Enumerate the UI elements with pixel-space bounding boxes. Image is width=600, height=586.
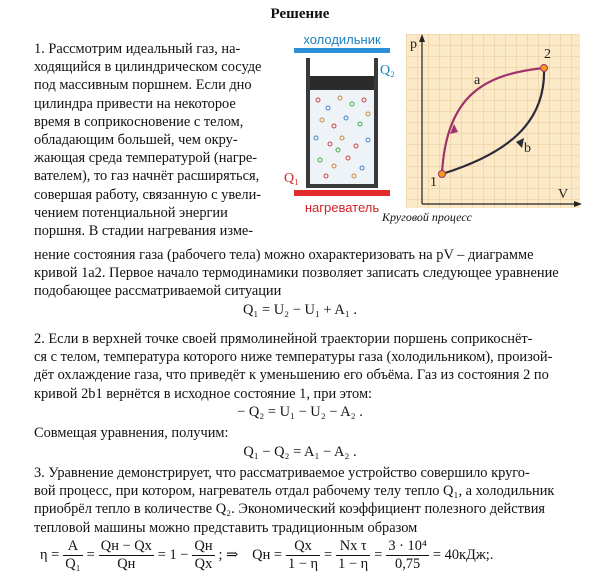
text-line: совершая работу, связанную с увели- xyxy=(34,186,262,203)
implies-sign: ; ⇒ xyxy=(218,547,239,563)
cooler-bar xyxy=(294,48,390,53)
equation-3: Q₁ − Q₂ = A₁ − A₂ . xyxy=(243,444,357,460)
text-line: кривой 2b1 вернётся в исходное состояние 1, при этом: xyxy=(34,385,373,402)
text-line: 1. Рассмотрим идеальный газ, на- xyxy=(34,41,241,57)
fraction-a-q1: $\frac{A}{\text{Q₁}}$ xyxy=(65,538,81,572)
page-title: Решение xyxy=(270,6,330,22)
efficiency-formula xyxy=(40,538,600,582)
text-line: нение состояния газа (рабочего тела) можно охарактеризовать на pV – диаграмме xyxy=(34,247,534,263)
cylinder-figure xyxy=(276,30,410,220)
heater-label: нагреватель xyxy=(304,200,380,215)
cooler-label: холодильник xyxy=(303,32,381,47)
point-2 xyxy=(541,65,548,72)
text-line: чением потенциальной энергии xyxy=(34,204,228,221)
text-line: вателем), то газ начнёт расширяться, xyxy=(34,168,260,185)
text-line: под массивным поршнем. Если дно xyxy=(34,77,252,94)
fraction-numeric: $\frac{\text{3 · 10⁴}}{0,75}$ xyxy=(388,538,427,572)
paragraph-2 xyxy=(34,330,580,403)
text-line: цилиндра привести на некоторое xyxy=(34,95,236,112)
point-1-label: 1 xyxy=(430,175,437,190)
text-line: обладающим большей, чем окру- xyxy=(34,132,238,149)
text-line: ходящийся в цилиндрическом сосуде xyxy=(34,59,262,76)
equation-2: − Q₂ = U₁ − U₂ − A₂ . xyxy=(237,404,363,420)
figure-caption: Круговой процесс xyxy=(382,210,472,224)
text-line: время в соприкосновение с телом, xyxy=(34,113,244,130)
gas-area xyxy=(310,90,374,184)
text-line: вой процесс, при котором, нагреватель отдал рабочему телу тепло Q₁, а холодильник xyxy=(34,483,555,500)
result-value: = 40кДж;. xyxy=(432,547,494,563)
text-line: приобрёл тепло в количестве Q₂. Экономический коэффициент полезного действия xyxy=(34,501,546,518)
cylinder-left-wall xyxy=(306,58,310,188)
text-line: дёт охлаждение газа, что приведёт к уменьшению его объёма. Газ из состояния 2 по xyxy=(34,367,549,384)
curve-b-label: b xyxy=(524,141,531,156)
fraction-qx-eta: $\frac{Qx}{1 - \eta}$ xyxy=(287,538,319,572)
equation-1: Q₁ = U₂ − U₁ + A₁ . xyxy=(243,302,357,318)
text-line: 3. Уравнение демонстрирует, что рассматриваемое устройство совершило круго- xyxy=(34,465,530,481)
qh-symbol: Qн = xyxy=(252,547,282,563)
cylinder-right-wall xyxy=(374,58,378,188)
point-2-label: 2 xyxy=(544,47,551,62)
curve-a-label: a xyxy=(474,73,481,88)
p-axis-label: p xyxy=(410,37,417,52)
text-line: поршня. В стадии нагревания изме- xyxy=(34,223,254,240)
paragraph-1 xyxy=(34,40,269,240)
one-minus: = 1 − xyxy=(157,547,189,563)
q1-label: Q₁ xyxy=(284,171,299,186)
point-1 xyxy=(439,171,446,178)
v-axis-label: V xyxy=(558,187,569,202)
fraction-qh-minus-qx: $\frac{Qн - Qx}{Qн}$ xyxy=(100,538,152,572)
equals-sign: = xyxy=(374,547,383,563)
pv-diagram xyxy=(406,34,582,210)
piston xyxy=(310,76,374,90)
eta-symbol: η = xyxy=(40,547,60,563)
text-line: 2. Если в верхней точке своей прямолинейной траектории поршень соприкоснёт- xyxy=(34,331,533,347)
heater-bar xyxy=(294,190,390,196)
text-line: подобающее рассматриваемой ситуации xyxy=(34,283,282,300)
text-line: тепловой машины можно представить традиционным образом xyxy=(34,519,418,536)
fraction-qh-qx: $\frac{Qн}{Qx}$ xyxy=(194,538,213,572)
text-line: кривой 1a2. Первое начало термодинамики позволяет записать следующее уравнение xyxy=(34,265,559,282)
combine-text: Совмещая уравнения, получим: xyxy=(34,425,229,441)
text-line: ся с телом, температура которого ниже температуры газа (холодильником), произой- xyxy=(34,349,553,366)
text-line: жающая среда температурой (нагре- xyxy=(34,150,258,167)
fraction-nx-tau: $\frac{\text{Nx τ}}{1 - \eta}$ xyxy=(338,538,369,572)
equals-sign: = xyxy=(324,547,333,563)
paragraph-1-continued xyxy=(34,246,580,301)
paragraph-3 xyxy=(34,464,580,537)
q2-label: Q₂ xyxy=(380,63,395,78)
equals-sign: = xyxy=(86,547,95,563)
cylinder-bottom xyxy=(306,184,378,188)
